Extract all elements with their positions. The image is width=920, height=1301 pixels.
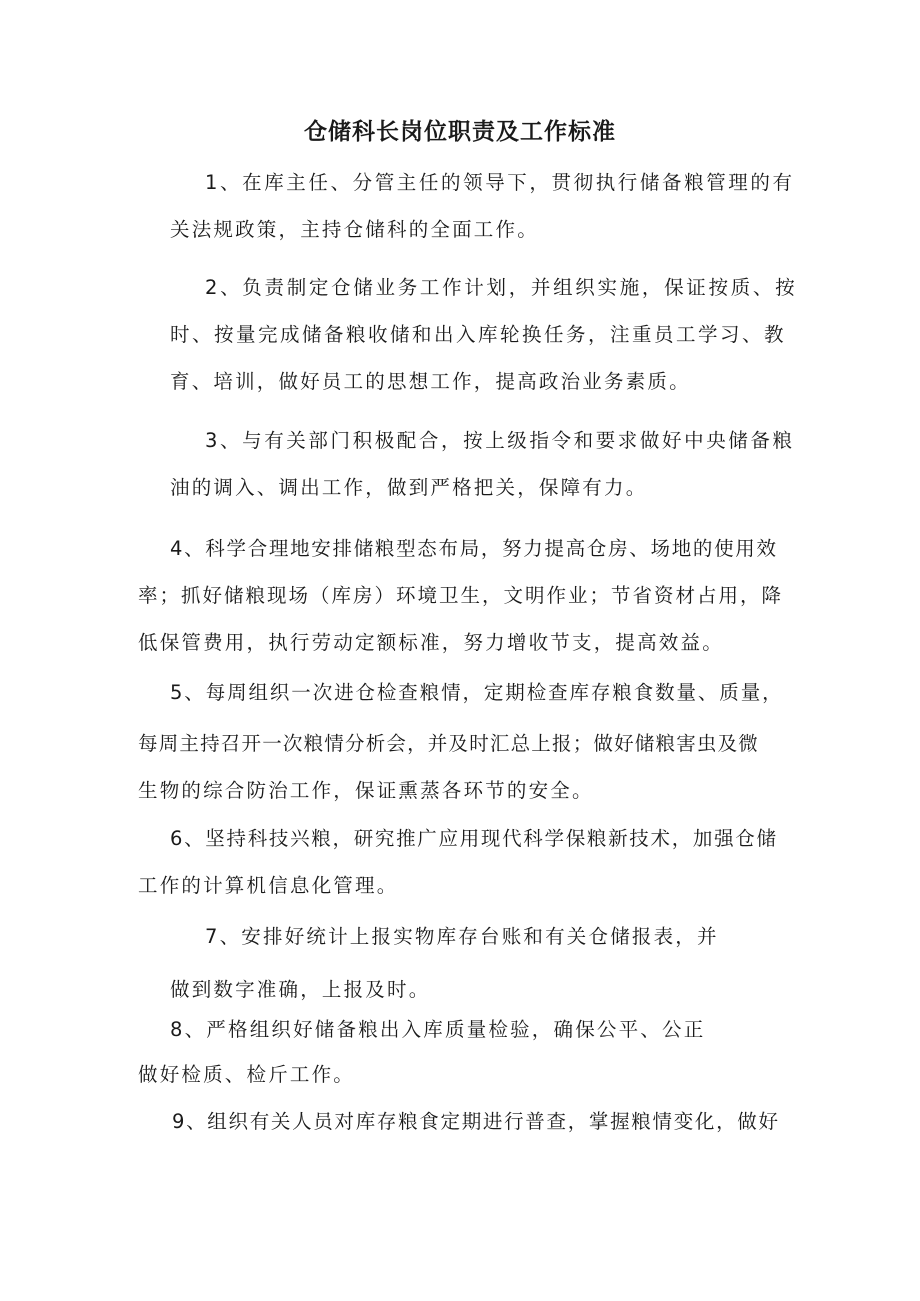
paragraph-2-line-2: 时、按量完成储备粮收储和出入库轮换任务，注重员工学习、教 <box>170 323 787 346</box>
paragraph-7-line-2: 做到数字准确，上报及时。 <box>170 978 431 1001</box>
paragraph-8-line-2: 做好检质、检斤工作。 <box>138 1063 356 1086</box>
paragraph-3-line-2: 油的调入、调出工作，做到严格把关，保障有力。 <box>170 476 648 499</box>
paragraph-4-line-3: 低保管费用，执行劳动定额标准，努力增收节支，提高效益。 <box>138 631 724 654</box>
paragraph-5-line-3: 生物的综合防治工作，保证熏蒸各环节的安全。 <box>138 779 594 802</box>
paragraph-1-line-1: 1、在库主任、分管主任的领导下，贯彻执行储备粮管理的有 <box>205 171 795 194</box>
paragraph-9-line-1: 9、组织有关人员对库存粮食定期进行普查，掌握粮情变化，做好 <box>172 1110 780 1133</box>
paragraph-1-line-2: 关法规政策，主持仓储科的全面工作。 <box>170 218 539 241</box>
paragraph-6-line-2: 工作的计算机信息化管理。 <box>138 874 399 897</box>
document-title: 仓储科长岗位职责及工作标准 <box>304 119 616 145</box>
paragraph-4-line-1: 4、科学合理地安排储粮型态布局，努力提高仓房、场地的使用效 <box>170 537 778 560</box>
paragraph-5-line-2: 每周主持召开一次粮情分析会，并及时汇总上报；做好储粮害虫及微 <box>138 732 760 755</box>
paragraph-5-line-1: 5、每周组织一次进仓检查粮情，定期检查库存粮食数量、质量， <box>170 681 784 704</box>
paragraph-8-line-1: 8、严格组织好储备粮出入库质量检验，确保公平、公正 <box>170 1018 706 1041</box>
paragraph-2-line-1: 2、负责制定仓储业务工作计划，并组织实施，保证按质、按 <box>205 276 798 299</box>
paragraph-6-line-1: 6、坚持科技兴粮，研究推广应用现代科学保粮新技术，加强仓储 <box>170 827 778 850</box>
paragraph-3-line-1: 3、与有关部门积极配合，按上级指令和要求做好中央储备粮 <box>205 429 795 452</box>
paragraph-4-line-2: 率；抓好储粮现场（库房）环境卫生，文明作业；节省资材占用，降 <box>138 584 784 607</box>
paragraph-2-line-3: 育、培训，做好员工的思想工作，提高政治业务素质。 <box>170 370 691 393</box>
paragraph-7-line-1: 7、安排好统计上报实物库存台账和有关仓储报表，并 <box>205 925 719 948</box>
